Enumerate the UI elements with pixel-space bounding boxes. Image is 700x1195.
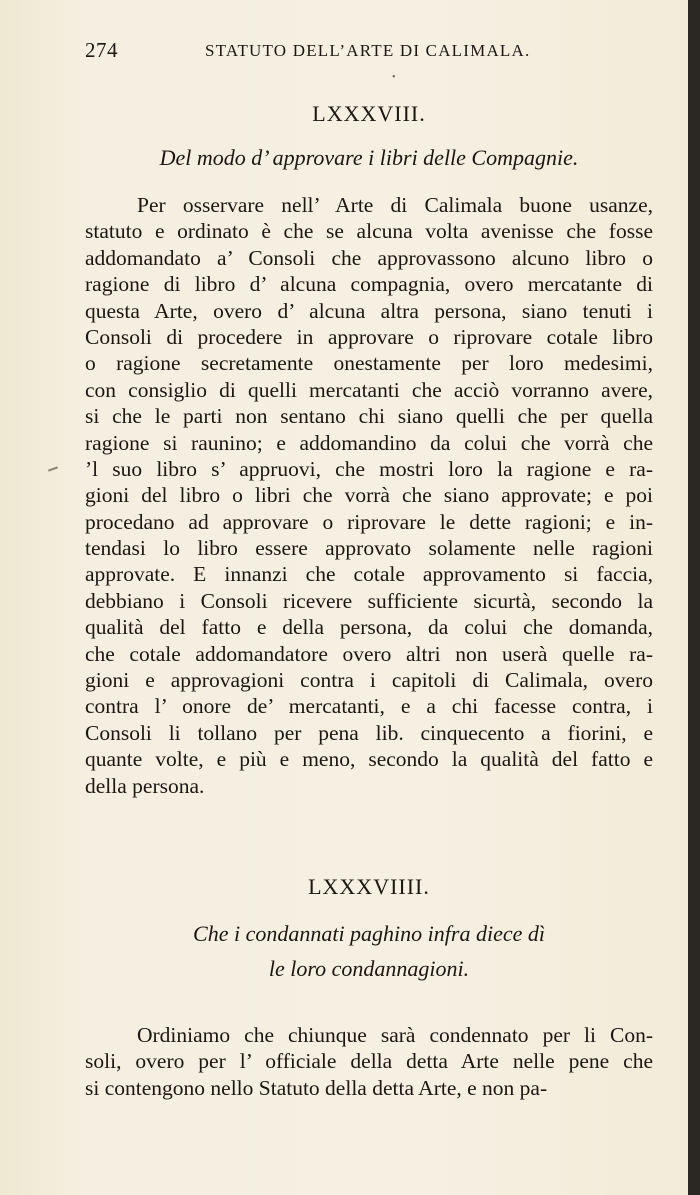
- section-88: [85, 97, 653, 131]
- text-line: procedano ad approvare o riprovare le dette ragioni; e in-: [85, 509, 653, 534]
- text-line: gioni del libro o libri che vorrà che siano approvate; e poi: [85, 483, 653, 508]
- text-line: ragione si raunino; e addomandino da colui che vorrà che: [85, 430, 653, 455]
- page-header: [85, 38, 631, 68]
- section-heading-line: Del modo d’ approvare i libri delle Compagnie.: [159, 145, 579, 170]
- print-speck: •: [392, 72, 396, 83]
- section-88-heading: [85, 140, 653, 175]
- page-edge-shadow: [688, 0, 700, 1195]
- text-line: si contengono nello Statuto della detta Arte, e non pa-: [85, 1075, 548, 1100]
- section-heading-line: Che i condannati paghino infra diece dì: [193, 921, 545, 946]
- section-number: LXXXVIII.: [312, 101, 426, 126]
- section-heading-line: le loro condannagioni.: [268, 956, 470, 981]
- section-89: [85, 870, 653, 904]
- text-line: statuto e ordinato è che se alcuna volta avenisse che fosse: [85, 219, 653, 244]
- text-line: della persona.: [85, 773, 205, 798]
- text-line: ragione di libro d’ alcuna compagnia, overo mercatante di: [85, 272, 653, 297]
- section-number: LXXXVIIII.: [308, 874, 430, 899]
- text-line: approvate. E innanzi che cotale approvamento si faccia,: [85, 562, 653, 587]
- text-line: quante volte, e più e meno, secondo la qualità del fatto e: [85, 747, 653, 772]
- text-line: contra l’ onore de’ mercatanti, e a chi facesse contra, i: [85, 694, 653, 719]
- text-line: che cotale addomandatore overo altri non userà quelle ra-: [85, 641, 653, 666]
- text-line: o ragione secretamente onestamente per loro medesimi,: [85, 351, 653, 376]
- text-line: gioni e approvagioni contra i capitoli di Calimala, overo: [85, 668, 653, 693]
- page-number: 274: [85, 38, 118, 62]
- text-line: Ordiniamo che chiunque sarà condennato per li Con-: [137, 1023, 653, 1047]
- text-line: soli, overo per l’ officiale della detta Arte nelle pene che: [85, 1049, 653, 1074]
- text-line: tendasi lo libro essere approvato solamente nelle ragioni: [85, 536, 653, 561]
- text-line: debbiano i Consoli ricevere sufficiente sicurtà, secondo la: [85, 588, 653, 613]
- text-line: qualità del fatto e della persona, da colui che domanda,: [85, 615, 653, 640]
- text-line: questa Arte, overo d’ alcuna altra persona, siano tenuti i: [85, 298, 653, 323]
- section-89-heading: [85, 916, 653, 986]
- text-line: si che le parti non sentano chi siano quelli che per quella: [85, 404, 653, 429]
- text-line: ’l suo libro s’ appruovi, che mostri loro la ragione e ra-: [85, 456, 653, 481]
- running-head: STATUTO DELL’ARTE DI CALIMALA.: [205, 41, 531, 60]
- section-89-paragraph: [85, 1022, 653, 1101]
- section-88-paragraph: [85, 192, 653, 799]
- text-line: addomandato a’ Consoli che approvassono alcuno libro o: [85, 245, 653, 270]
- text-line: con consiglio di quelli mercatanti che acciò vorranno avere,: [85, 377, 653, 402]
- text-line: Consoli li tollano per pena lib. cinquecento a fiorini, e: [85, 720, 653, 745]
- text-line: Per osservare nell’ Arte di Calimala buone usanze,: [137, 193, 653, 217]
- margin-mark: [48, 466, 58, 471]
- text-line: Consoli di procedere in approvare o riprovare cotale libro: [85, 324, 653, 349]
